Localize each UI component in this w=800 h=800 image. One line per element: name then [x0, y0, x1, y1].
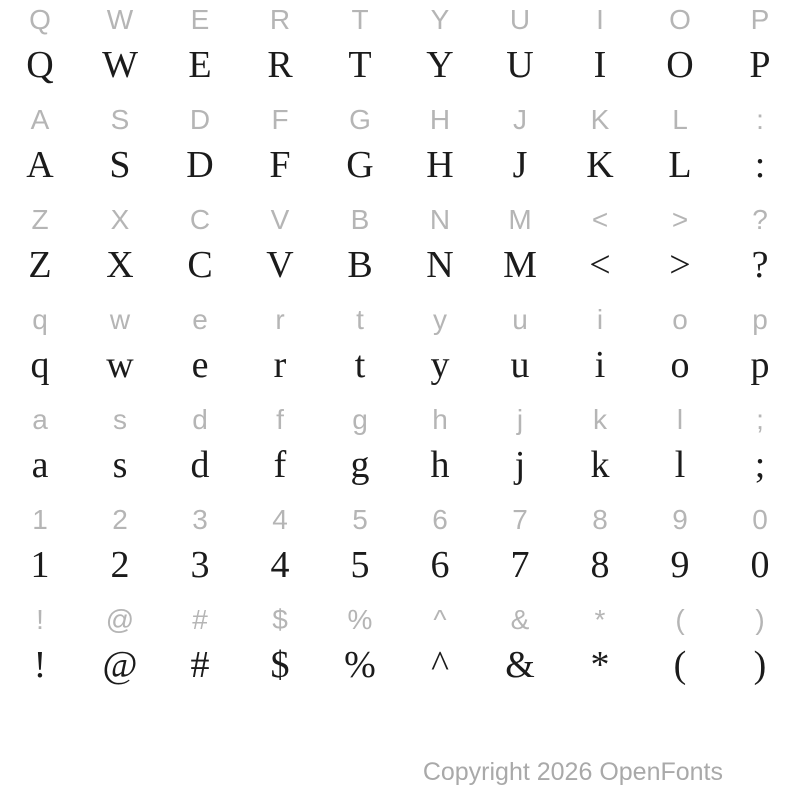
glyph-cell [640, 300, 720, 400]
glyph-cell [240, 200, 320, 300]
sans-glyph: : [756, 104, 764, 135]
serif-glyph: A [26, 144, 54, 186]
glyph-cell [400, 400, 480, 500]
serif-glyph: 4 [270, 544, 290, 586]
glyph-cell [80, 200, 160, 300]
glyph-cell [480, 300, 560, 400]
sans-glyph: # [192, 604, 208, 635]
serif-glyph: T [348, 44, 372, 86]
serif-glyph: S [109, 144, 131, 186]
glyph-cell [80, 0, 160, 100]
serif-glyph: j [514, 444, 526, 486]
sans-glyph: E [190, 4, 210, 35]
serif-glyph: U [506, 44, 534, 86]
sans-glyph: l [676, 404, 684, 435]
sans-glyph: t [356, 304, 364, 335]
glyph-cell [560, 100, 640, 200]
sans-glyph: R [269, 4, 291, 35]
glyph-cell [720, 400, 800, 500]
specimen-row-pair-6 [0, 500, 800, 600]
sans-glyph: 7 [512, 504, 528, 535]
serif-glyph: D [186, 144, 214, 186]
glyph-cell [640, 200, 720, 300]
serif-glyph: W [102, 44, 138, 86]
glyph-cell [400, 500, 480, 600]
sans-glyph: 8 [592, 504, 608, 535]
sans-glyph: H [429, 104, 451, 135]
glyph-cell [0, 400, 80, 500]
serif-glyph: # [190, 644, 210, 686]
serif-glyph: $ [270, 644, 290, 686]
glyph-cell [320, 500, 400, 600]
glyph-cell [0, 100, 80, 200]
glyph-cell [640, 0, 720, 100]
sans-glyph: 0 [752, 504, 768, 535]
sans-glyph: % [347, 604, 373, 635]
sans-glyph: * [594, 604, 606, 635]
glyph-cell [80, 600, 160, 700]
sans-glyph: q [32, 304, 48, 335]
serif-glyph: K [586, 144, 614, 186]
sans-glyph: ^ [433, 604, 447, 635]
serif-glyph: 7 [510, 544, 530, 586]
serif-glyph: r [273, 344, 287, 386]
glyph-cell [400, 100, 480, 200]
sans-glyph: W [106, 4, 134, 35]
serif-glyph: < [589, 244, 611, 286]
specimen-row-pair-4 [0, 300, 800, 400]
glyph-cell [160, 600, 240, 700]
glyph-cell [640, 400, 720, 500]
serif-glyph: q [30, 344, 50, 386]
sans-glyph: f [276, 404, 284, 435]
glyph-cell [320, 600, 400, 700]
sans-glyph: V [270, 204, 290, 235]
glyph-cell [0, 200, 80, 300]
glyph-cell [720, 200, 800, 300]
serif-glyph: l [674, 444, 686, 486]
sans-glyph: X [110, 204, 130, 235]
sans-glyph: @ [105, 604, 135, 635]
sans-glyph: 2 [112, 504, 128, 535]
sans-glyph: y [433, 304, 447, 335]
sans-glyph: a [32, 404, 48, 435]
sans-glyph: ) [755, 604, 765, 635]
glyph-cell [480, 100, 560, 200]
glyph-cell [480, 600, 560, 700]
glyph-cell [560, 400, 640, 500]
sans-glyph: M [508, 204, 532, 235]
glyph-cell [720, 500, 800, 600]
copyright-text: Copyright 2026 OpenFonts [422, 758, 723, 786]
glyph-cell [80, 300, 160, 400]
serif-glyph: k [590, 444, 610, 486]
serif-glyph: o [670, 344, 690, 386]
serif-glyph: h [430, 444, 450, 486]
sans-glyph: T [351, 4, 369, 35]
sans-glyph: S [110, 104, 130, 135]
glyph-cell [400, 200, 480, 300]
glyph-cell [160, 200, 240, 300]
serif-glyph: 9 [670, 544, 690, 586]
serif-glyph: G [346, 144, 374, 186]
glyph-cell [320, 0, 400, 100]
serif-glyph: ! [33, 644, 47, 686]
serif-glyph: ( [673, 644, 687, 686]
serif-glyph: B [347, 244, 373, 286]
sans-glyph: p [752, 304, 768, 335]
sans-glyph: K [590, 104, 610, 135]
glyph-cell [400, 0, 480, 100]
serif-glyph: X [106, 244, 134, 286]
glyph-cell [0, 300, 80, 400]
specimen-row-pair-7 [0, 600, 800, 700]
sans-glyph: e [192, 304, 208, 335]
sans-glyph: 6 [432, 504, 448, 535]
sans-glyph: 4 [272, 504, 288, 535]
serif-glyph: ^ [431, 644, 449, 686]
sans-glyph: d [192, 404, 208, 435]
glyph-cell [320, 200, 400, 300]
serif-glyph: M [503, 244, 537, 286]
sans-glyph: s [113, 404, 127, 435]
glyph-cell [240, 0, 320, 100]
sans-glyph: $ [272, 604, 288, 635]
serif-glyph: F [269, 144, 291, 186]
glyph-cell [560, 500, 640, 600]
glyph-cell [640, 100, 720, 200]
serif-glyph: H [426, 144, 454, 186]
serif-glyph: u [510, 344, 530, 386]
sans-glyph: N [429, 204, 451, 235]
serif-glyph: % [344, 644, 376, 686]
sans-glyph: D [189, 104, 211, 135]
sans-glyph: ( [675, 604, 685, 635]
serif-glyph: s [112, 444, 128, 486]
serif-glyph: ) [753, 644, 767, 686]
sans-glyph: Q [29, 4, 51, 35]
serif-glyph: Q [26, 44, 54, 86]
serif-glyph: N [426, 244, 454, 286]
sans-glyph: < [591, 204, 609, 235]
sans-glyph: 1 [32, 504, 48, 535]
glyph-cell [560, 300, 640, 400]
glyph-cell [160, 400, 240, 500]
glyph-cell [560, 600, 640, 700]
glyph-cell [480, 400, 560, 500]
serif-glyph: Z [28, 244, 52, 286]
serif-glyph: 8 [590, 544, 610, 586]
serif-glyph: y [430, 344, 450, 386]
specimen-row-pair-1 [0, 0, 800, 100]
sans-glyph: Z [31, 204, 49, 235]
serif-glyph: J [512, 144, 528, 186]
glyph-cell [160, 0, 240, 100]
serif-glyph: w [106, 344, 134, 386]
serif-glyph: ; [754, 444, 766, 486]
serif-glyph: 0 [750, 544, 770, 586]
glyph-cell [480, 0, 560, 100]
serif-glyph: R [267, 44, 293, 86]
glyph-cell [720, 300, 800, 400]
serif-glyph: t [354, 344, 366, 386]
glyph-cell [160, 100, 240, 200]
specimen-row-pair-5 [0, 400, 800, 500]
sans-glyph: F [271, 104, 289, 135]
sans-glyph: G [349, 104, 371, 135]
sans-glyph: Y [430, 4, 450, 35]
glyph-cell [160, 300, 240, 400]
serif-glyph: g [350, 444, 370, 486]
glyph-cell [640, 500, 720, 600]
glyph-cell [240, 100, 320, 200]
glyph-cell [240, 400, 320, 500]
serif-glyph: 5 [350, 544, 370, 586]
serif-glyph: * [590, 644, 610, 686]
sans-glyph: C [189, 204, 211, 235]
sans-glyph: 5 [352, 504, 368, 535]
sans-glyph: 9 [672, 504, 688, 535]
serif-glyph: e [191, 344, 209, 386]
serif-glyph: a [31, 444, 49, 486]
serif-glyph: ? [751, 244, 769, 286]
glyph-cell [400, 600, 480, 700]
sans-glyph: u [512, 304, 528, 335]
sans-glyph: A [30, 104, 50, 135]
sans-glyph: 3 [192, 504, 208, 535]
serif-glyph: Y [426, 44, 454, 86]
serif-glyph: : [754, 144, 766, 186]
sans-glyph: > [671, 204, 689, 235]
glyph-cell [240, 500, 320, 600]
sans-glyph: ; [756, 404, 764, 435]
glyph-cell [640, 600, 720, 700]
glyph-cell [80, 500, 160, 600]
serif-glyph: f [273, 444, 287, 486]
serif-glyph: 3 [190, 544, 210, 586]
glyph-cell [720, 100, 800, 200]
serif-glyph: 1 [30, 544, 50, 586]
serif-glyph: L [668, 144, 692, 186]
sans-glyph: U [509, 4, 531, 35]
sans-glyph: P [750, 4, 770, 35]
glyph-cell [0, 600, 80, 700]
sans-glyph: L [672, 104, 688, 135]
sans-glyph: O [669, 4, 691, 35]
glyph-cell [80, 400, 160, 500]
serif-glyph: V [266, 244, 294, 286]
glyph-cell [320, 400, 400, 500]
serif-glyph: E [188, 44, 212, 86]
sans-glyph: j [516, 404, 524, 435]
sans-glyph: ! [36, 604, 44, 635]
serif-glyph: & [505, 644, 535, 686]
glyph-cell [560, 0, 640, 100]
serif-glyph: I [593, 44, 607, 86]
glyph-cell [160, 500, 240, 600]
sans-glyph: ? [752, 204, 768, 235]
glyph-cell [720, 600, 800, 700]
glyph-cell [240, 300, 320, 400]
serif-glyph: P [749, 44, 771, 86]
sans-glyph: o [672, 304, 688, 335]
sans-glyph: I [596, 4, 604, 35]
serif-glyph: 2 [110, 544, 130, 586]
specimen-row-pair-3 [0, 200, 800, 300]
serif-glyph: p [750, 344, 770, 386]
serif-glyph: d [190, 444, 210, 486]
sans-glyph: w [109, 304, 131, 335]
sans-glyph: r [275, 304, 285, 335]
glyph-cell [560, 200, 640, 300]
sans-glyph: i [596, 304, 604, 335]
serif-glyph: @ [102, 644, 138, 686]
serif-glyph: 6 [430, 544, 450, 586]
glyph-cell [320, 100, 400, 200]
serif-glyph: O [666, 44, 694, 86]
glyph-cell [0, 0, 80, 100]
sans-glyph: & [510, 604, 530, 635]
sans-glyph: k [593, 404, 607, 435]
serif-glyph: i [594, 344, 606, 386]
glyph-cell [480, 200, 560, 300]
glyph-cell [400, 300, 480, 400]
glyph-cell [240, 600, 320, 700]
glyph-cell [0, 500, 80, 600]
sans-glyph: B [350, 204, 370, 235]
glyph-cell [80, 100, 160, 200]
sans-glyph: J [513, 104, 527, 135]
sans-glyph: h [432, 404, 448, 435]
glyph-cell [720, 0, 800, 100]
glyph-cell [320, 300, 400, 400]
sans-glyph: g [352, 404, 368, 435]
serif-glyph: C [187, 244, 213, 286]
specimen-row-pair-2 [0, 100, 800, 200]
serif-glyph: > [669, 244, 691, 286]
glyph-cell [480, 500, 560, 600]
